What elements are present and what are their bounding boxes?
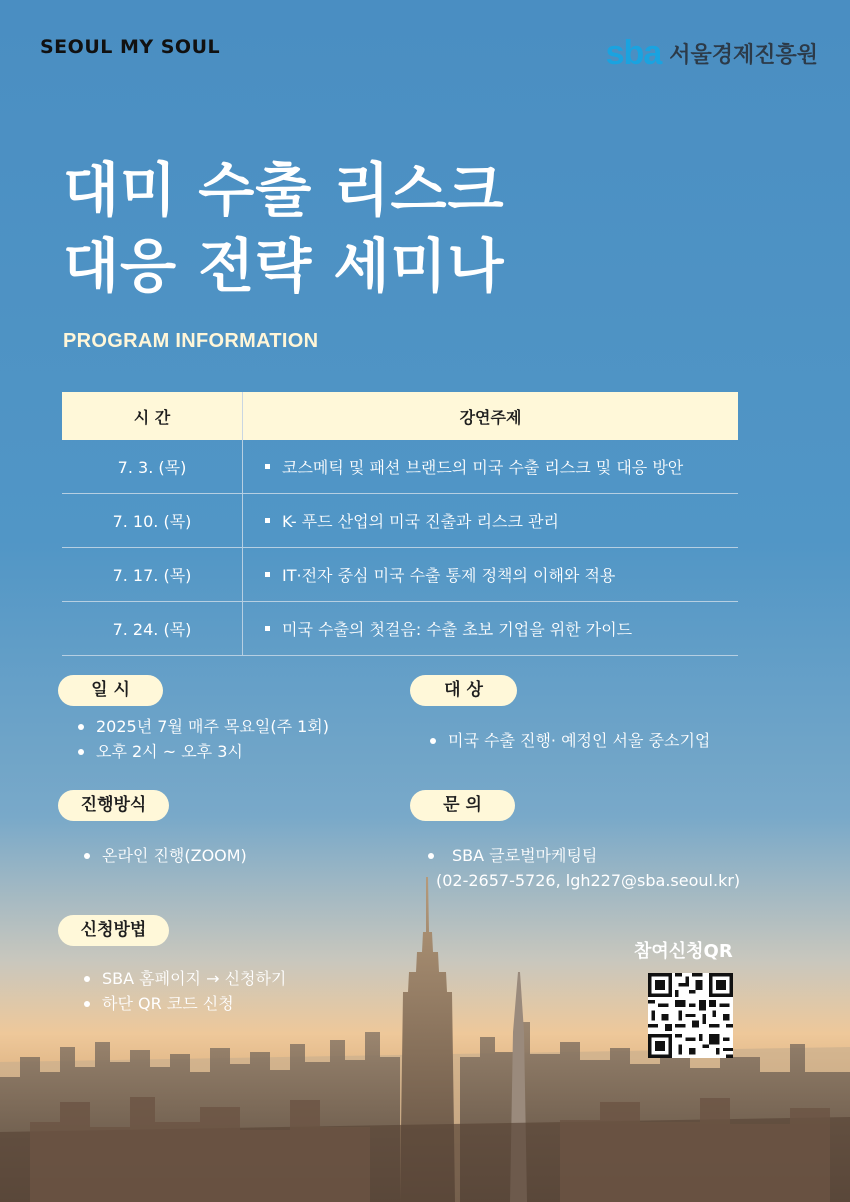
program-schedule-table [62, 392, 738, 656]
session-date: 7. 3. (목) [62, 440, 243, 494]
topic-column-header: 강연주제 [243, 392, 739, 440]
list-item: 미국 수출 진행· 예정인 서울 중소기업 [428, 728, 710, 753]
contact-label: 문 의 [410, 790, 515, 821]
method-label: 진행방식 [58, 790, 169, 821]
table-row [62, 602, 738, 656]
table-header-row [62, 392, 738, 440]
bullet-icon [265, 626, 270, 631]
bullet-icon [265, 572, 270, 577]
apply-method-list [82, 966, 286, 1016]
session-date: 7. 24. (목) [62, 602, 243, 656]
list-item: 오후 2시 ~ 오후 3시 [76, 739, 329, 764]
time-column-header: 시 간 [62, 392, 243, 440]
qr-label: 참여신청QR [634, 941, 733, 962]
bullet-icon [265, 464, 270, 469]
title-line-1: 대미 수출 리스크 [63, 156, 505, 224]
seoul-my-soul-logo: SEOUL MY SOUL [40, 36, 221, 58]
method-list [82, 843, 247, 868]
session-topic-text: 코스메틱 및 패션 브랜드의 미국 수출 리스크 및 대응 방안 [282, 458, 684, 477]
list-item: 하단 QR 코드 신청 [82, 991, 286, 1016]
list-item: 온라인 진행(ZOOM) [82, 843, 247, 868]
list-item: SBA 글로벌마케팅팀 [426, 843, 740, 868]
session-topic-text: K- 푸드 산업의 미국 진출과 리스크 관리 [282, 512, 559, 531]
contact-list [426, 843, 740, 893]
session-topic [243, 494, 739, 548]
session-topic [243, 548, 739, 602]
title-line-2: 대응 전략 세미나 [63, 232, 505, 300]
target-label: 대 상 [410, 675, 517, 706]
datetime-label: 일 시 [58, 675, 163, 706]
qr-code-icon[interactable] [648, 973, 733, 1058]
sba-logo-mark: sba [605, 34, 662, 72]
apply-method-label: 신청방법 [58, 915, 169, 946]
program-information-heading: PROGRAM INFORMATION [63, 330, 319, 352]
contact-detail: (02-2657-5726, lgh227@sba.seoul.kr) [436, 871, 741, 890]
target-list [428, 728, 710, 753]
poster-title [63, 152, 505, 304]
bullet-icon [265, 518, 270, 523]
list-item: SBA 홈페이지 → 신청하기 [82, 966, 286, 991]
session-topic [243, 440, 739, 494]
table-row [62, 494, 738, 548]
session-date: 7. 17. (목) [62, 548, 243, 602]
sba-org-name: 서울경제진흥원 [669, 43, 818, 68]
session-topic-text: IT·전자 중심 미국 수출 통제 정책의 이해와 적용 [282, 566, 616, 585]
session-topic-text: 미국 수출의 첫걸음: 수출 초보 기업을 위한 가이드 [282, 620, 633, 639]
table-row [62, 440, 738, 494]
list-item: 2025년 7월 매주 목요일(주 1회) [76, 714, 329, 739]
session-topic [243, 602, 739, 656]
table-row [62, 548, 738, 602]
session-date: 7. 10. (목) [62, 494, 243, 548]
sba-logo [606, 34, 818, 73]
datetime-list [76, 714, 329, 764]
